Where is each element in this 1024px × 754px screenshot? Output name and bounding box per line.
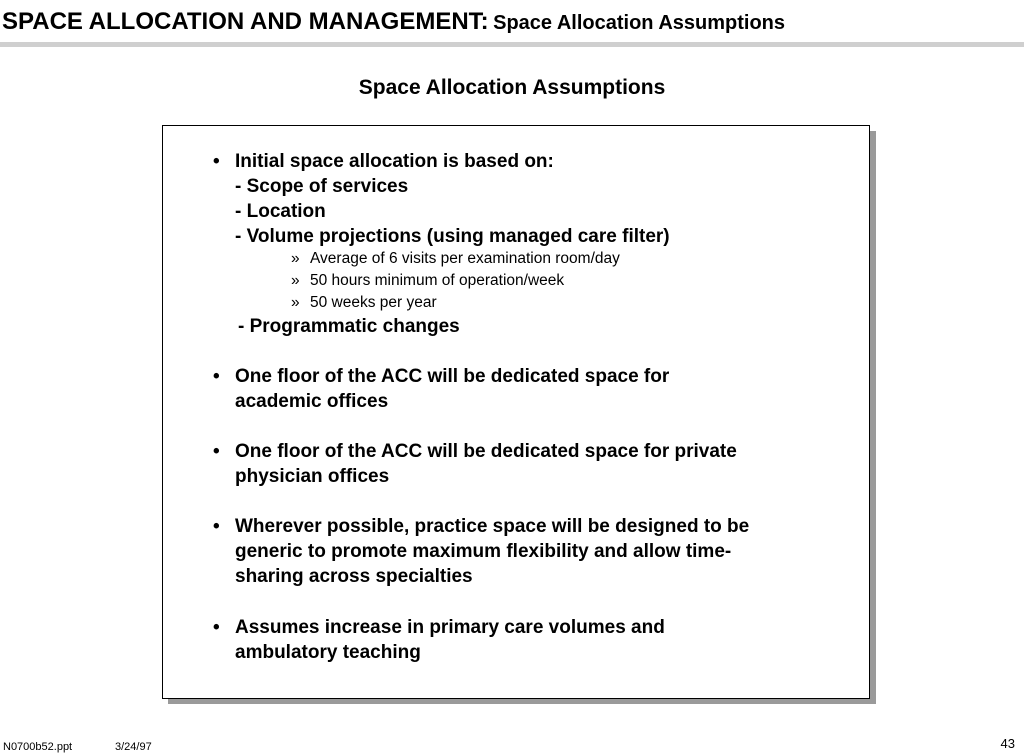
- header-divider: [0, 42, 1024, 47]
- title-main: SPACE ALLOCATION AND MANAGEMENT:: [2, 8, 489, 35]
- bullet-4-line-2: generic to promote maximum flexibility and allow time-: [235, 541, 732, 562]
- chevron-bullet-icon: »: [291, 294, 300, 311]
- bullet-1-sub-1: - Scope of services: [235, 176, 409, 197]
- bullet-2-line-2: academic offices: [235, 391, 389, 412]
- chevron-bullet-icon: »: [291, 272, 300, 289]
- bullet-4-line-1: Wherever possible, practice space will be designed to be: [235, 516, 750, 537]
- bullet-icon: •: [213, 617, 220, 638]
- title-sub: Space Allocation Assumptions: [493, 12, 786, 34]
- bullet-3-line-2: physician offices: [235, 466, 390, 487]
- content-box: [162, 125, 870, 699]
- bullet-1-sub-4: - Programmatic changes: [238, 316, 460, 337]
- page-title: [2, 8, 785, 36]
- bullet-4-line-3: sharing across specialties: [235, 566, 473, 587]
- bullet-icon: •: [213, 151, 220, 172]
- bullet-1-sub-3: - Volume projections (using managed care filter): [235, 226, 670, 247]
- bullet-1-sub-2: - Location: [235, 201, 326, 222]
- bullet-1-detail-1: Average of 6 visits per examination room/day: [310, 250, 620, 267]
- bullet-icon: •: [213, 366, 220, 387]
- bullet-1-detail-2: 50 hours minimum of operation/week: [310, 272, 565, 289]
- chevron-bullet-icon: »: [291, 250, 300, 267]
- bullet-1-text: Initial space allocation is based on:: [235, 151, 554, 172]
- bullet-5-line-1: Assumes increase in primary care volumes and: [235, 617, 665, 638]
- bullet-5-line-2: ambulatory teaching: [235, 642, 421, 663]
- footer-date: 3/24/97: [115, 741, 152, 753]
- bullet-icon: •: [213, 441, 220, 462]
- bullet-2-line-1: One floor of the ACC will be dedicated space for: [235, 366, 670, 387]
- bullet-1-detail-3: 50 weeks per year: [310, 294, 437, 311]
- bullet-3-line-1: One floor of the ACC will be dedicated space for private: [235, 441, 737, 462]
- slide-heading: Space Allocation Assumptions: [358, 76, 666, 99]
- bullet-icon: •: [213, 516, 220, 537]
- footer-filename: N0700b52.ppt: [3, 741, 73, 753]
- page-number: 43: [1000, 736, 1015, 751]
